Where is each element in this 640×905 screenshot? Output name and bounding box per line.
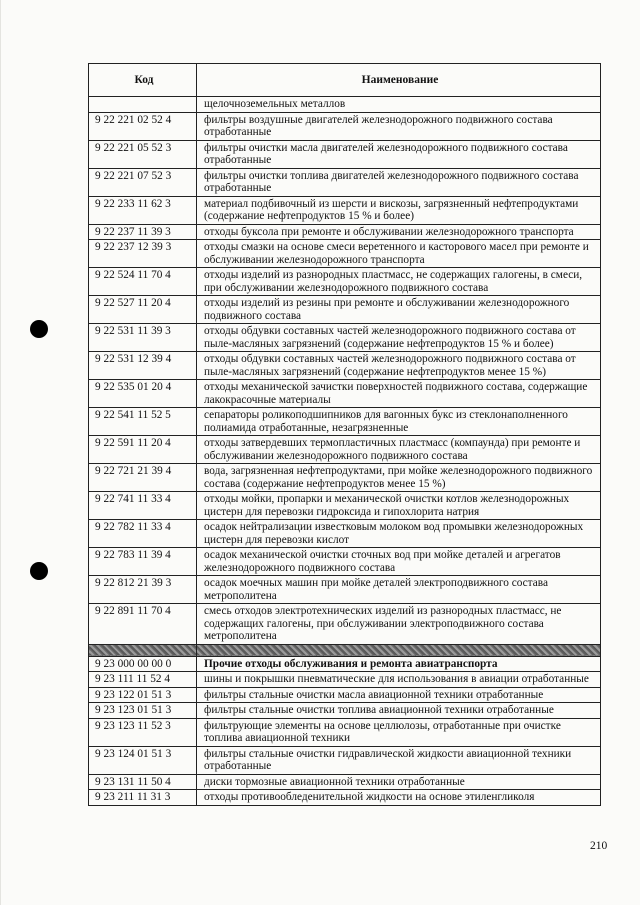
name-cell: шины и покрышки пневматические для использования в авиации отработанные	[197, 672, 601, 688]
code-cell: 9 22 237 12 39 3	[89, 240, 197, 268]
name-cell: отходы изделий из резины при ремонте и обслуживании железнодорожного подвижного состава	[197, 296, 601, 324]
punch-hole	[30, 562, 48, 580]
name-cell: отходы обдувки составных частей железнодорожного подвижного состава от пыле-масляных загрязнений (содержание нефтепродуктов менее 15 %)	[197, 352, 601, 380]
name-cell: фильтры стальные очистки масла авиационной техники отработанные	[197, 687, 601, 703]
table-row	[89, 790, 601, 806]
punch-hole	[30, 320, 48, 338]
name-cell: осадок моечных машин при мойке деталей электроподвижного состава метрополитена	[197, 576, 601, 604]
name-cell: фильтрующие элементы на основе целлюлозы, отработанные при очистке топлива авиационной техники	[197, 718, 601, 746]
code-cell: 9 22 541 11 52 5	[89, 408, 197, 436]
table-row	[89, 576, 601, 604]
name-cell: отходы буксола при ремонте и обслуживании железнодорожного транспорта	[197, 224, 601, 240]
code-cell: 9 23 131 11 50 4	[89, 774, 197, 790]
code-cell: 9 22 527 11 20 4	[89, 296, 197, 324]
section-code: 9 23 000 00 00 0	[89, 656, 197, 672]
table-row	[89, 672, 601, 688]
table-row	[89, 112, 601, 140]
code-cell: 9 22 237 11 39 3	[89, 224, 197, 240]
code-cell: 9 23 123 11 52 3	[89, 718, 197, 746]
section-header-row	[89, 656, 601, 672]
table-row	[89, 408, 601, 436]
code-cell: 9 22 233 11 62 3	[89, 196, 197, 224]
table-row	[89, 604, 601, 645]
name-cell: фильтры воздушные двигателей железнодорожного подвижного состава отработанные	[197, 112, 601, 140]
code-cell: 9 22 221 05 52 3	[89, 140, 197, 168]
code-cell: 9 22 721 21 39 4	[89, 464, 197, 492]
name-cell: смесь отходов электротехнических изделий из разнородных пластмасс, не содержащих галогены, при обслуживании электроподвижного состава метрополитена	[197, 604, 601, 645]
table-row	[89, 703, 601, 719]
code-cell: 9 22 535 01 20 4	[89, 380, 197, 408]
name-cell: отходы механической зачистки поверхностей подвижного состава, содержащие лакокрасочные материалы	[197, 380, 601, 408]
name-cell: отходы мойки, пропарки и механической очистки котлов железнодорожных цистерн для перевозки гидроксида и гипохлорита натрия	[197, 492, 601, 520]
waste-code-table	[88, 63, 601, 806]
table-row	[89, 520, 601, 548]
section-title: Прочие отходы обслуживания и ремонта авиатранспорта	[197, 656, 601, 672]
table-row	[89, 718, 601, 746]
table-row	[89, 464, 601, 492]
table-row	[89, 196, 601, 224]
table-row	[89, 380, 601, 408]
name-cell: сепараторы роликоподшипников для вагонных букс из стеклонаполненного полиамида отработанные, незагрязненные	[197, 408, 601, 436]
table-row	[89, 436, 601, 464]
table-row	[89, 268, 601, 296]
table-row	[89, 324, 601, 352]
shaded-cell	[89, 644, 197, 656]
name-cell: отходы противообледенительной жидкости на основе этиленгликоля	[197, 790, 601, 806]
name-cell: фильтры стальные очистки гидравлической жидкости авиационной техники отработанные	[197, 746, 601, 774]
name-cell: отходы затвердевших термопластичных пластмасс (компаунда) при ремонте и обслуживании железнодорожного подвижного состава	[197, 436, 601, 464]
code-cell: 9 22 783 11 39 4	[89, 548, 197, 576]
name-cell: отходы обдувки составных частей железнодорожного подвижного состава от пыле-масляных загрязнений (содержание нефтепродуктов 15 % и более)	[197, 324, 601, 352]
code-cell: 9 22 591 11 20 4	[89, 436, 197, 464]
code-cell: 9 22 812 21 39 3	[89, 576, 197, 604]
table-row	[89, 687, 601, 703]
code-cell: 9 23 122 01 51 3	[89, 687, 197, 703]
code-cell: 9 23 211 11 31 3	[89, 790, 197, 806]
table-row	[89, 140, 601, 168]
name-cell: материал подбивочный из шерсти и вискозы, загрязненный нефтепродуктами (содержание нефтепродуктов 15 % и более)	[197, 196, 601, 224]
shaded-cell	[197, 644, 601, 656]
code-cell: 9 22 891 11 70 4	[89, 604, 197, 645]
code-cell: 9 22 741 11 33 4	[89, 492, 197, 520]
code-cell: 9 23 111 11 52 4	[89, 672, 197, 688]
code-column-header: Код	[89, 64, 197, 97]
code-cell: 9 23 123 01 51 3	[89, 703, 197, 719]
code-cell: 9 22 221 02 52 4	[89, 112, 197, 140]
name-cell: осадок нейтрализации известковым молоком вод промывки железнодорожных цистерн для перевозки кислот	[197, 520, 601, 548]
table-row	[89, 168, 601, 196]
name-cell: щелочноземельных металлов	[197, 97, 601, 113]
code-cell: 9 22 531 11 39 3	[89, 324, 197, 352]
name-cell: осадок механической очистки сточных вод при мойке деталей и агрегатов железнодорожного подвижного состава	[197, 548, 601, 576]
name-cell: отходы изделий из разнородных пластмасс, не содержащих галогены, в смеси, при обслуживании железнодорожного подвижного состава	[197, 268, 601, 296]
table-row	[89, 224, 601, 240]
code-cell: 9 23 124 01 51 3	[89, 746, 197, 774]
table-row	[89, 548, 601, 576]
table-row	[89, 240, 601, 268]
name-column-header: Наименование	[197, 64, 601, 97]
code-cell: 9 22 782 11 33 4	[89, 520, 197, 548]
table-row	[89, 492, 601, 520]
table-row	[89, 774, 601, 790]
name-cell: фильтры стальные очистки топлива авиационной техники отработанные	[197, 703, 601, 719]
code-cell	[89, 97, 197, 113]
name-cell: фильтры очистки топлива двигателей железнодорожного подвижного состава отработанные	[197, 168, 601, 196]
page-number: 210	[590, 840, 608, 852]
name-cell: вода, загрязненная нефтепродуктами, при мойке железнодорожного подвижного состава (содержание нефтепродуктов менее 15 %)	[197, 464, 601, 492]
table-header-row	[89, 64, 601, 97]
code-cell: 9 22 524 11 70 4	[89, 268, 197, 296]
name-cell: отходы смазки на основе смеси веретенного и касторового масел при ремонте и обслуживании железнодорожного транспорта	[197, 240, 601, 268]
code-cell: 9 22 531 12 39 4	[89, 352, 197, 380]
table-row	[89, 296, 601, 324]
name-cell: диски тормозные авиационной техники отработанные	[197, 774, 601, 790]
code-cell: 9 22 221 07 52 3	[89, 168, 197, 196]
table-row	[89, 97, 601, 113]
section-divider	[89, 644, 601, 656]
name-cell: фильтры очистки масла двигателей железнодорожного подвижного состава отработанные	[197, 140, 601, 168]
table-row	[89, 352, 601, 380]
table-row	[89, 746, 601, 774]
